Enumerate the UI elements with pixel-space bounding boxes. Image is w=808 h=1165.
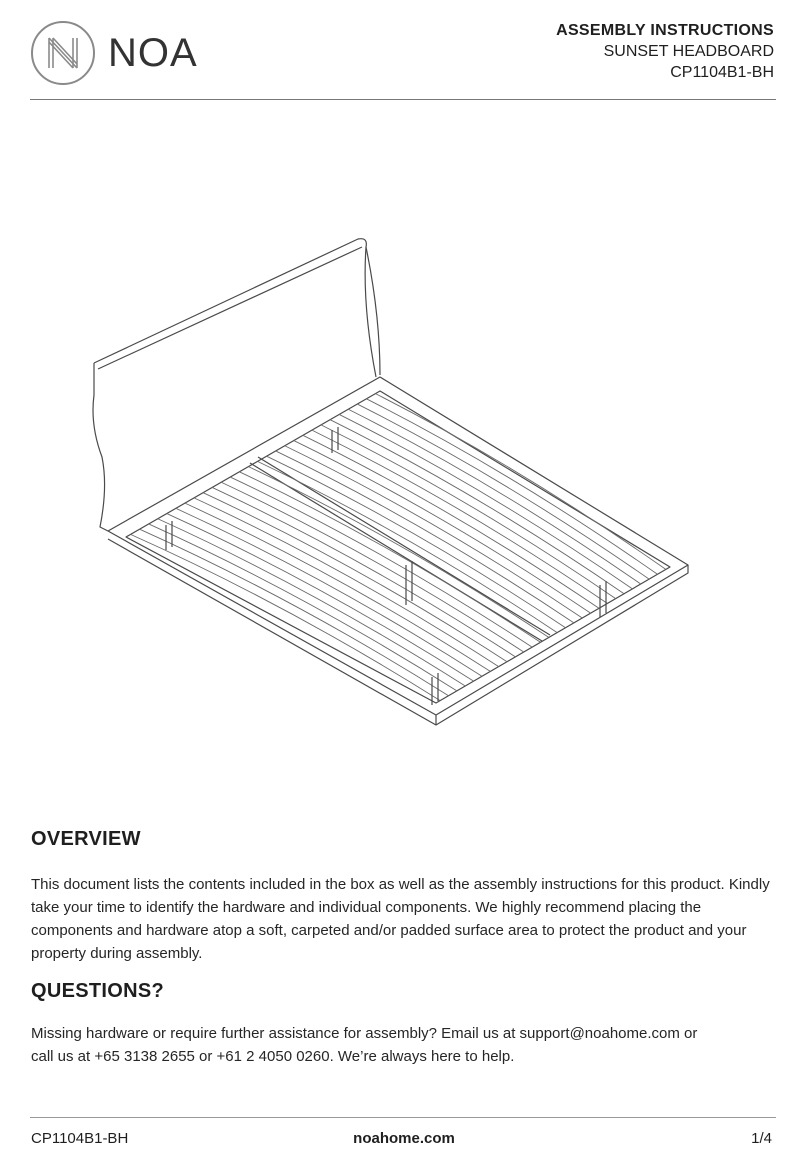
product-code: CP1104B1-BH	[670, 64, 774, 81]
bed-slat	[357, 404, 649, 579]
bed-slat	[149, 524, 457, 691]
bed-slat	[239, 472, 540, 642]
brand-name: NOA	[108, 31, 198, 75]
bed-slat	[375, 394, 665, 570]
bed-slat	[321, 425, 616, 599]
bed-frame-with-headboard-icon	[80, 225, 720, 755]
page-number: 1/4	[751, 1130, 772, 1147]
bed-slat	[158, 519, 466, 686]
bed-slat	[221, 482, 524, 652]
bed-slat	[212, 487, 515, 656]
bed-slat	[258, 461, 558, 632]
bed-slat	[248, 467, 548, 638]
questions-line-2: call us at +65 3138 2655 or +61 2 4050 0260. We’re always here to help.	[31, 1048, 515, 1065]
bed-slat	[276, 451, 574, 623]
questions-line-1: Missing hardware or require further assistance for assembly? Email us at support@noahome.com or	[31, 1025, 698, 1042]
bed-slat	[267, 456, 566, 628]
bed-slat	[366, 399, 657, 574]
document-header	[556, 20, 774, 83]
overview-body: This document lists the contents included in the box as well as the assembly instructions for this product. Kindly take your time to identify the hardware and individual components. We highly recommend placing the components and hardware atop a soft, carpeted and/or padded surface area to protect the product and your property during assembly.	[31, 876, 770, 962]
noa-logo-icon	[30, 20, 96, 86]
questions-title: QUESTIONS?	[31, 980, 165, 1002]
product-name: SUNSET HEADBOARD	[603, 43, 774, 60]
bed-slat	[185, 503, 490, 671]
bed-slat	[203, 493, 507, 662]
doc-type: ASSEMBLY INSTRUCTIONS	[556, 22, 774, 39]
bed-slat	[131, 534, 441, 700]
bed-slat	[230, 477, 532, 647]
bed-slat	[167, 514, 474, 682]
brand-logo	[30, 20, 210, 86]
bed-slat	[330, 420, 624, 594]
overview-title: OVERVIEW	[31, 828, 141, 850]
bed-slat	[339, 414, 632, 588]
footer-website: noahome.com	[353, 1130, 455, 1147]
footer-product-code: CP1104B1-BH	[31, 1130, 129, 1147]
bed-slat	[348, 409, 641, 584]
bed-slat	[140, 529, 449, 696]
bed-slat	[176, 508, 482, 676]
bed-slat	[285, 446, 583, 618]
header-divider	[30, 99, 776, 100]
bed-slat	[294, 441, 591, 614]
footer-divider	[30, 1117, 776, 1118]
bed-slat	[194, 498, 499, 667]
questions-body	[31, 1022, 771, 1068]
